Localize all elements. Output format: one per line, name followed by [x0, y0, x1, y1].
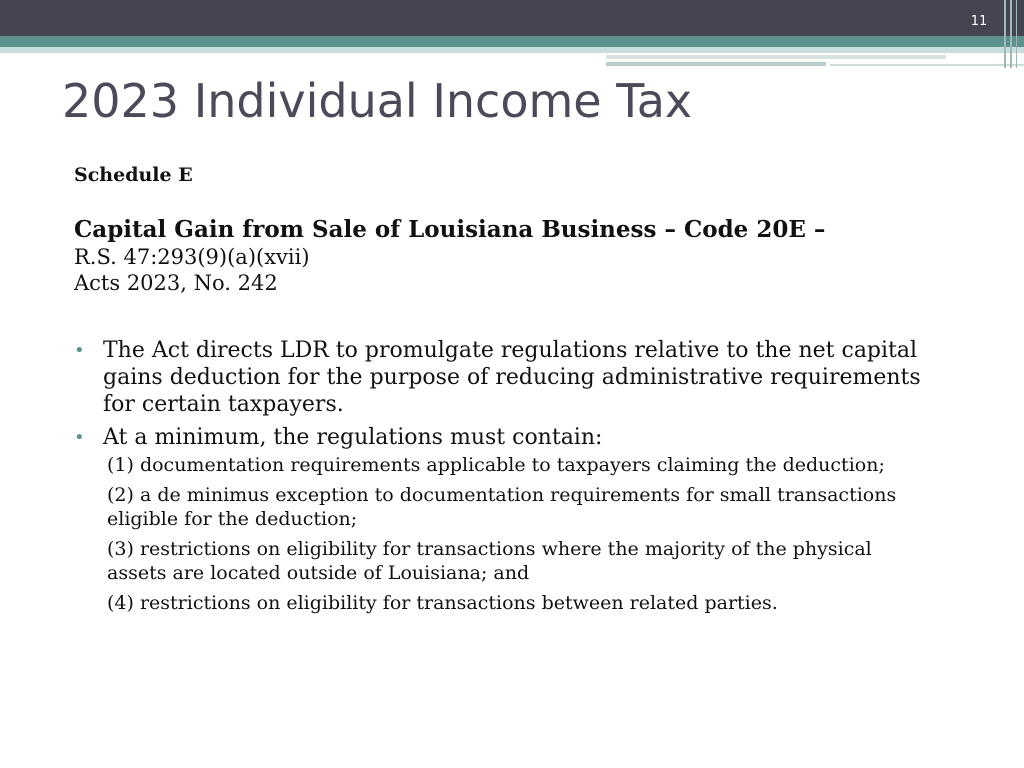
bullet-icon: • — [74, 340, 85, 361]
decorative-line — [606, 55, 946, 59]
heading-title: Capital Gain from Sale of Louisiana Business – Code 20E – — [74, 216, 826, 243]
header-light-band — [0, 47, 1024, 53]
decorative-vertical-line — [1016, 0, 1017, 68]
requirement-item: (3) restrictions on eligibility for transactions where the majority of the physical assets are located outside of Louisiana; and — [107, 538, 872, 584]
bullet-text: At a minimum, the regulations must contain: — [103, 425, 603, 450]
header-bar — [0, 0, 1024, 36]
slide-title: 2023 Individual Income Tax — [62, 74, 693, 128]
schedule-label: Schedule E — [74, 164, 193, 186]
decorative-vertical-line — [1004, 0, 1006, 68]
decorative-line — [830, 64, 1024, 66]
bullet-text: The Act directs LDR to promulgate regulations relative to the net capital gains deduction for the purpose of reducing administrative requirements for certain taxpayers. — [103, 338, 921, 417]
header-accent-band — [0, 36, 1024, 47]
statute-reference: R.S. 47:293(9)(a)(xvii) — [74, 245, 310, 269]
bullet-icon: • — [74, 427, 85, 448]
decorative-line — [606, 62, 826, 66]
requirement-item: (4) restrictions on eligibility for transactions between related parties. — [107, 592, 778, 614]
slide-number: 11 — [970, 14, 988, 29]
section-heading — [74, 216, 825, 296]
requirement-item: (1) documentation requirements applicable to taxpayers claiming the deduction; — [107, 454, 885, 476]
decorative-vertical-line — [1010, 0, 1012, 68]
requirements-list — [107, 453, 917, 615]
bullet-list — [74, 337, 954, 451]
bullet-item — [74, 337, 954, 418]
requirement-item: (2) a de minimus exception to documentation requirements for small transactions eligible for the deduction; — [107, 484, 897, 530]
bullet-item — [74, 424, 954, 451]
acts-reference: Acts 2023, No. 242 — [74, 271, 278, 295]
